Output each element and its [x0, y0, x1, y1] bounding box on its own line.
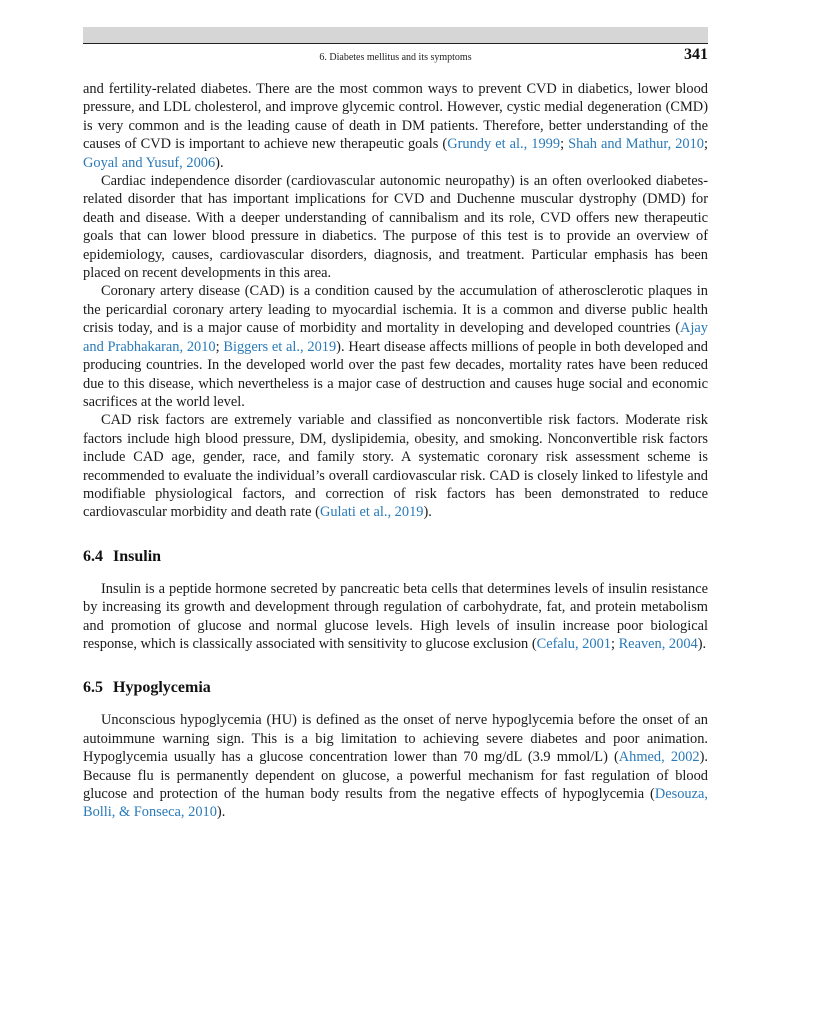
citation-link[interactable]: Grundy et al., 1999: [447, 136, 561, 153]
page-number: 341: [684, 46, 708, 63]
citation-link[interactable]: Gulati et al., 2019: [319, 504, 424, 521]
header-rule: [83, 43, 708, 44]
paragraph: Coronary artery disease (CAD) is a condition caused by the accumulation of atherosclerotic plaques in the pericardial coronary artery leading to myocardial ischemia. It is a common and diverse public health crisis today, and is a major cause of morbidity and mortality in developing and developed countries (Ajay and Prabhakaran, 2010; Biggers et al., 2019). Heart disease affects millions of people in both developed and producing countries. In the developed world over the past few decades, mortality rates have been reduced due to this disease, which nevertheless is a major case of destruction and causes huge social and economic sacrifices at the world level.: [83, 283, 708, 410]
paragraph: CAD risk factors are extremely variable and classified as nonconvertible risk factors. Moderate risk factors include high blood pressure, DM, dyslipidemia, obesity, and smoking. Nonconvertible risk factors include CAD age, gender, race, and family story. A systematic coronary risk assessment scheme is recommended to evaluate the individual’s overall cardiovascular risk. CAD is closely linked to lifestyle and modifiable physiological factors, and correction of risk factors has been demonstrated to reduce cardiovascular morbidity and death rate (Gulati et al., 2019).: [83, 412, 708, 521]
citation-link[interactable]: Goyal and Yusuf, 2006: [83, 154, 216, 171]
paragraph: Insulin is a peptide hormone secreted by pancreatic beta cells that determines levels of insulin resistance by increasing its growth and development through regulation of carbohydrate, fat, and protein metabolism and promotion of glucose and normal glucose levels. High levels of insulin increase poor biological response, which is classically associated with sensitivity to glucose exclusion (Cefalu, 2001; Reaven, 2004).: [83, 580, 708, 652]
paragraph: Unconscious hypoglycemia (HU) is defined as the onset of nerve hypoglycemia before the onset of an autoimmune warning sign. This is a big limitation to achieving severe diabetes and poor animation. Hypoglycemia usually has a glucose concentration lower than 70 mg/dL (3.9 mmol/L) (Ahmed, 2002). Because flu is permanently dependent on glucose, a powerful mechanism for fast regulation of blood glucose and protection of the human body results from the negative effects of hypoglycemia (Desouza, Bolli, & Fonseca, 2010).: [83, 712, 708, 821]
paragraph: and fertility-related diabetes. There are the most common ways to prevent CVD in diabetics, lower blood pressure, and LDL cholesterol, and improve glycemic control. However, cystic medial degeneration (CMD) is very common and is the leading cause of death in DM patients. Therefore, better understanding of the causes of CVD is important to achieve new therapeutic goals (Grundy et al., 1999; Shah and Mathur, 2010; Goyal and Yusuf, 2006).: [83, 81, 709, 171]
section-title: Insulin: [113, 547, 162, 565]
section-title: Hypoglycemia: [113, 679, 211, 697]
citation-link[interactable]: Ajay and Prabhakaran, 2010: [83, 320, 708, 355]
page-body: [83, 80, 708, 822]
citation-link[interactable]: Ahmed, 2002: [618, 749, 700, 766]
section-heading-insulin: [83, 548, 708, 566]
citation-link[interactable]: Cefalu, 2001: [536, 635, 611, 652]
running-title: 6. Diabetes mellitus and its symptoms: [319, 52, 472, 63]
paragraph: Cardiac independence disorder (cardiovascular autonomic neuropathy) is an often overlooked diabetes-related disorder that has important implications for CVD and Duchenne muscular dystrophy (DMD) for death and disease. With a deeper understanding of cannibalism and its role, CVD offers new therapeutic goals that can lower blood pressure in diabetics. The purpose of this test is to provide an overview of epidemiology, causes, cardiovascular disorders, diagnosis, and treatment. Particular emphasis has been placed on recent developments in this area.: [83, 173, 708, 282]
section-number: 6.4: [83, 547, 103, 565]
citation-link[interactable]: Desouza, Bolli, & Fonseca, 2010: [83, 786, 708, 821]
citation-link[interactable]: Biggers et al., 2019: [223, 338, 337, 355]
citation-link[interactable]: Reaven, 2004: [618, 635, 698, 652]
section-heading-hypoglycemia: [83, 679, 708, 697]
citation-link[interactable]: Shah and Mathur, 2010: [568, 136, 705, 153]
section-number: 6.5: [83, 679, 103, 697]
header-bar: [83, 27, 708, 43]
